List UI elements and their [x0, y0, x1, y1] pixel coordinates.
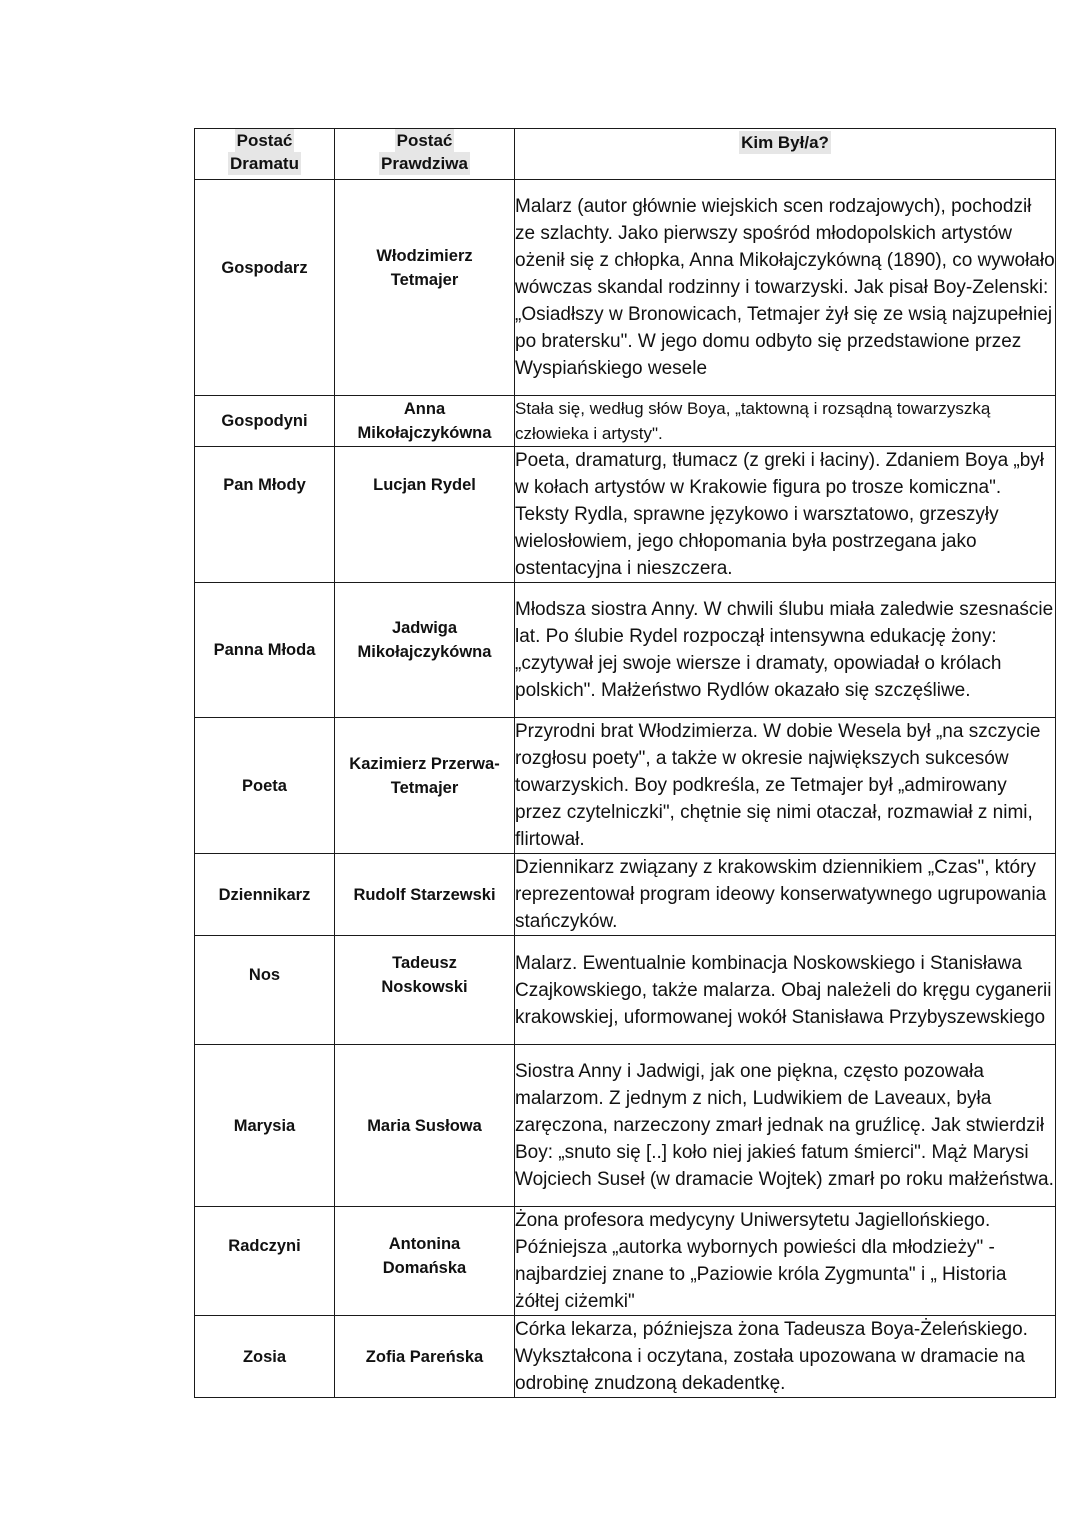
cell-prawdziwa: Jadwiga Mikołajczykówna: [335, 583, 515, 718]
cell-kim: Malarz (autor głównie wiejskich scen rodzajowych), pochodził ze szlachty. Jako pierwszy spośród młodopolskich artystów ożenił się z chłopka, Anna Mikołajczykówną (1890), co wywołało wówczas skandal rodzinny i towarzyski. Jak pisał Boy-Zelenski: „Osiadłszy w Bronowicach, Tetmajer żył się ze wsią najzupełniej po bratersku". W jego domu odbyto się przedstawione przez Wyspiańskiego wesele: [515, 180, 1056, 396]
cell-prawdziwa: Rudolf Starzewski: [335, 854, 515, 936]
cell-kim: Malarz. Ewentualnie kombinacja Noskowskiego i Stanisława Czajkowskiego, także malarza. Obaj należeli do kręgu cyganerii krakowskiej, uformowanej wokół Stanisława Przybyszewskiego: [515, 936, 1056, 1045]
cell-kim: Żona profesora medycyny Uniwersytetu Jagiellońskiego. Późniejsza „autorka wybornych powieści dla młodzieży" - najbardziej znane to „Paziowie króla Zygmunta" i „ Historia żółtej ciżemki": [515, 1207, 1056, 1316]
header-prawdziwa-line2: Prawdziwa: [381, 154, 468, 173]
table-row: [195, 1045, 1056, 1207]
cell-prawdziwa: Zofia Pareńska: [335, 1316, 515, 1398]
table-row: [195, 1316, 1056, 1398]
cell-dramat: Radczyni: [195, 1207, 335, 1316]
cell-dramat: Dziennikarz: [195, 854, 335, 936]
cell-kim: Przyrodni brat Włodzimierza. W dobie Wesela był „na szczycie rozgłosu poety", a także w okresie największych sukcesów towarzyskich. Boy podkreśla, ze Tetmajer był „admirowany przez czytelniczki", chętnie się nimi otaczał, rozmawiał z nimi, flirtował.: [515, 718, 1056, 854]
table-row: [195, 1207, 1056, 1316]
cell-dramat: Nos: [195, 936, 335, 1045]
table-row: [195, 180, 1056, 396]
header-row: [195, 129, 1056, 180]
cell-kim: Młodsza siostra Anny. W chwili ślubu miała zaledwie szesnaście lat. Po ślubie Rydel rozpoczął intensywna edukację żony: „czytywał jej swoje wiersze i dramaty, opowiadał o królach polskich". Małżeństwo Rydlów okazało się szczęśliwe.: [515, 583, 1056, 718]
cell-dramat: Panna Młoda: [195, 583, 335, 718]
cell-kim: Dziennikarz związany z krakowskim dziennikiem „Czas", który reprezentował program ideowy konserwatywnego ugrupowania stańczyków.: [515, 854, 1056, 936]
cell-prawdziwa: Anna Mikołajczykówna: [335, 396, 515, 447]
cell-kim: Siostra Anny i Jadwigi, jak one piękna, często pozowała malarzom. Z jednym z nich, Ludwikiem de Laveaux, była zaręczona, narzeczony zmarł jednak na gruźlicę. Jak stwierdził Boy: „snuto się [..] koło niej jakieś fatum śmierci". Mąż Marysi Wojciech Suseł (w dramacie Wojtek) zmarł po roku małżeństwa.: [515, 1045, 1056, 1207]
cell-dramat: Poeta: [195, 718, 335, 854]
cell-prawdziwa: Lucjan Rydel: [335, 447, 515, 583]
cell-dramat: Gospodarz: [195, 180, 335, 396]
cell-prawdziwa: Kazimierz Przerwa-Tetmajer: [335, 718, 515, 854]
cell-kim: Stała się, według słów Boya, „taktowną i rozsądną towarzyszką człowieka i artysty".: [515, 396, 1056, 447]
table-row: [195, 936, 1056, 1045]
table-row: [195, 447, 1056, 583]
table-row: [195, 396, 1056, 447]
cell-dramat: Gospodyni: [195, 396, 335, 447]
table-row: [195, 583, 1056, 718]
header-dramat: [195, 129, 335, 180]
table-row: [195, 718, 1056, 854]
table-row: [195, 854, 1056, 936]
header-prawdziwa-line1: Postać: [396, 131, 453, 150]
cell-prawdziwa: Tadeusz Noskowski: [335, 936, 515, 1045]
header-kim-label: Kim Był/a?: [741, 133, 829, 152]
cell-dramat: Zosia: [195, 1316, 335, 1398]
characters-table: [194, 128, 1056, 1398]
cell-prawdziwa: Włodzimierz Tetmajer: [335, 180, 515, 396]
cell-prawdziwa: Antonina Domańska: [335, 1207, 515, 1316]
header-kim: [515, 129, 1056, 180]
header-prawdziwa: [335, 129, 515, 180]
cell-kim: Córka lekarza, późniejsza żona Tadeusza Boya-Żeleńskiego. Wykształcona i oczytana, została upozowana w dramacie na odrobinę znudzoną dekadentkę.: [515, 1316, 1056, 1398]
cell-prawdziwa: Maria Susłowa: [335, 1045, 515, 1207]
cell-kim: Poeta, dramaturg, tłumacz (z greki i łaciny). Zdaniem Boya „był w kołach artystów w Krakowie figura po trosze komiczna". Teksty Rydla, sprawne językowo i warsztatowo, grzeszyły wielosłowiem, jego chłopomania była postrzegana jako ostentacyjna i nieszczera.: [515, 447, 1056, 583]
header-dramat-line2: Dramatu: [230, 154, 299, 173]
cell-dramat: Marysia: [195, 1045, 335, 1207]
header-dramat-line1: Postać: [236, 131, 293, 150]
cell-dramat: Pan Młody: [195, 447, 335, 583]
